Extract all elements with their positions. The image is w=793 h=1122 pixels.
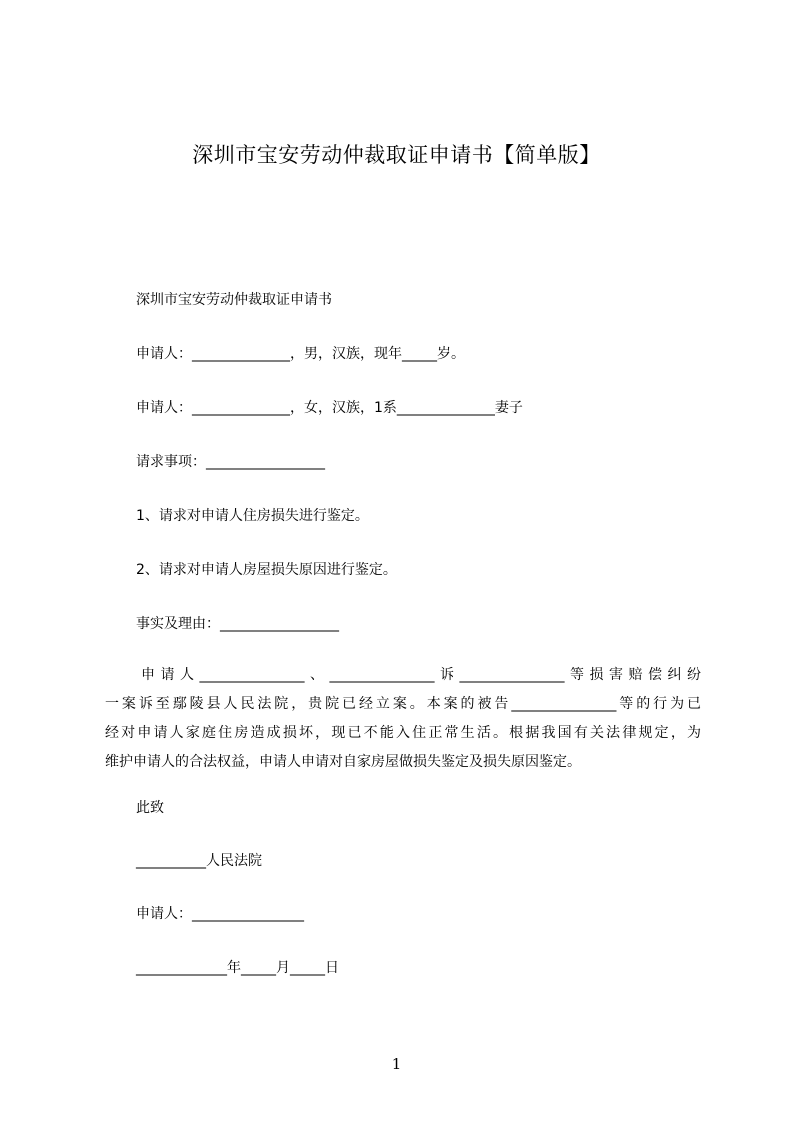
facts-line-4: 维护申请人的合法权益，申请人申请对自家房屋做损失鉴定及损失原因鉴定。 [105,754,581,770]
page-number: 1 [391,1055,402,1073]
facts-line-2: 一案诉至鄢陵县人民法院，贵院已经立案。本案的被告_______________等的行为已 [105,696,701,712]
applicant-1-line: 申请人：______________，男，汉族，现年_____岁。 [136,346,465,362]
applicant-2-line: 申请人：______________，女，汉族，1系______________妻子 [136,400,523,416]
request-item-2: 2、请求对申请人房屋损失原因进行鉴定。 [136,562,397,578]
facts-paragraph [105,661,701,777]
request-item-1: 1、请求对申请人住房损失进行鉴定。 [136,508,369,524]
document-subtitle: 深圳市宝安劳动仲裁取证申请书 [136,292,332,308]
request-label: 请求事项：_________________ [136,454,325,470]
document-title: 深圳市宝安劳动仲裁取证申请书【简单版】 [192,143,601,167]
court-line: __________人民法院 [136,853,262,869]
facts-line-1: 申请人_______________、_______________诉_______________等损害赔偿纠纷 [141,667,701,683]
facts-label: 事实及理由：_________________ [136,616,339,632]
closing-text: 此致 [136,800,164,816]
date-line: _____________年_____月_____日 [136,960,339,976]
facts-line-3: 经对申请人家庭住房造成损坏，现已不能入住正常生活。根据我国有关法律规定，为 [105,725,701,741]
signature-line: 申请人：________________ [136,906,304,922]
